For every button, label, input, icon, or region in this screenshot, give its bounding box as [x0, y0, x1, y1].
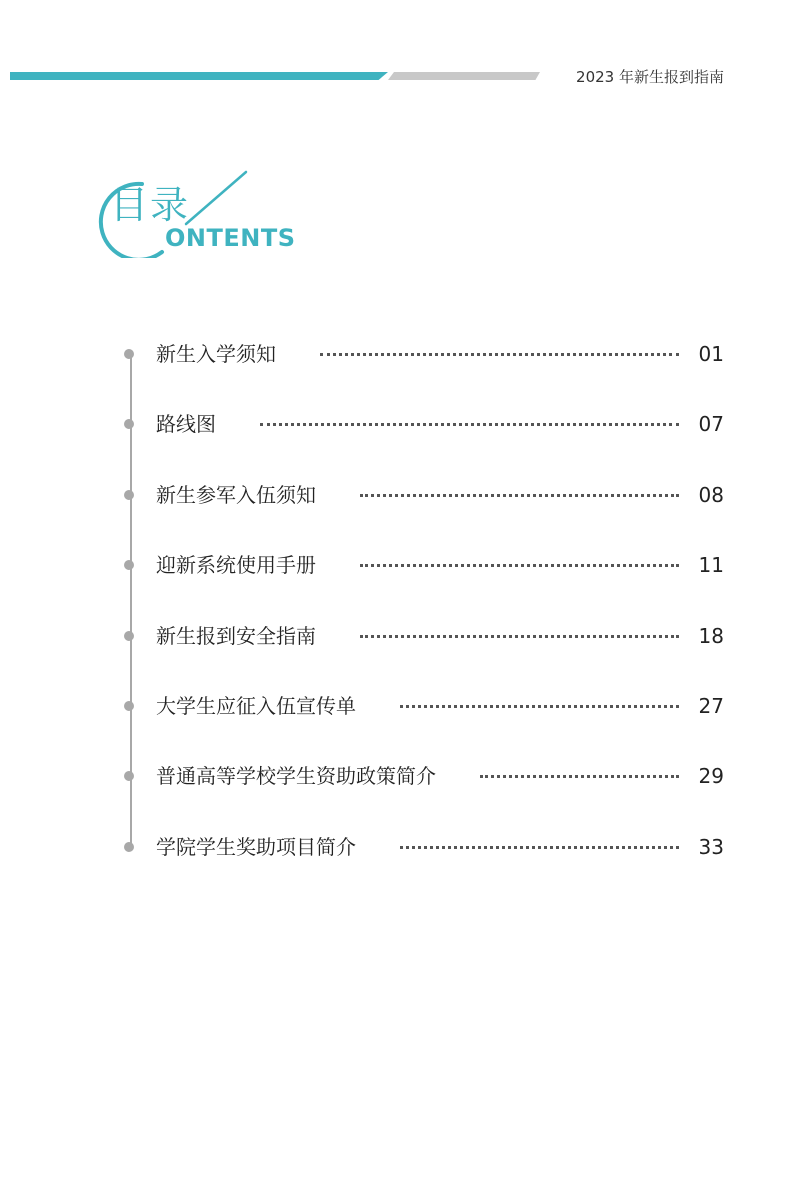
- toc-item[interactable]: [124, 833, 724, 863]
- toc-dot-leader: [480, 775, 679, 778]
- toc-dot-leader: [360, 564, 679, 567]
- toc-item-title: 新生参军入伍须知: [156, 483, 316, 507]
- toc-item-page: 11: [698, 553, 724, 577]
- bullet-dot-icon: [124, 490, 134, 500]
- header-accent-bar: [10, 72, 388, 80]
- toc-dot-leader: [360, 494, 679, 497]
- toc-dot-leader: [400, 705, 679, 708]
- toc-item[interactable]: [124, 762, 724, 792]
- bullet-dot-icon: [124, 349, 134, 359]
- bullet-dot-icon: [124, 419, 134, 429]
- toc-item-title: 新生报到安全指南: [156, 624, 316, 648]
- toc-item-title: 路线图: [156, 412, 216, 436]
- toc-item-page: 33: [698, 835, 724, 859]
- toc-item-title: 普通高等学校学生资助政策简介: [156, 764, 436, 788]
- toc-item-page: 01: [698, 342, 724, 366]
- toc-item-title: 迎新系统使用手册: [156, 553, 316, 577]
- toc-dot-leader: [320, 353, 679, 356]
- toc-item[interactable]: [124, 410, 724, 440]
- toc-item-page: 27: [698, 694, 724, 718]
- contents-title-chinese: 目录: [110, 183, 191, 227]
- contents-title-english: ONTENTS: [165, 224, 296, 252]
- header-secondary-bar: [388, 72, 540, 80]
- toc-item[interactable]: [124, 551, 724, 581]
- toc-item[interactable]: [124, 692, 724, 722]
- bullet-dot-icon: [124, 631, 134, 641]
- toc-item-title: 大学生应征入伍宣传单: [156, 694, 356, 718]
- header-title: 2023 年新生报到指南: [576, 68, 724, 86]
- toc-dot-leader: [260, 423, 679, 426]
- toc-item-page: 18: [698, 624, 724, 648]
- toc-dot-leader: [360, 635, 679, 638]
- toc-item[interactable]: [124, 340, 724, 370]
- bullet-dot-icon: [124, 842, 134, 852]
- bullet-dot-icon: [124, 771, 134, 781]
- toc-item-page: 08: [698, 483, 724, 507]
- toc-item[interactable]: [124, 481, 724, 511]
- toc-dot-leader: [400, 846, 679, 849]
- toc-item-page: 07: [698, 412, 724, 436]
- toc-item-title: 新生入学须知: [156, 342, 276, 366]
- toc-item-page: 29: [698, 764, 724, 788]
- toc-item-title: 学院学生奖助项目简介: [156, 835, 356, 859]
- bullet-dot-icon: [124, 560, 134, 570]
- toc-item[interactable]: [124, 622, 724, 652]
- bullet-dot-icon: [124, 701, 134, 711]
